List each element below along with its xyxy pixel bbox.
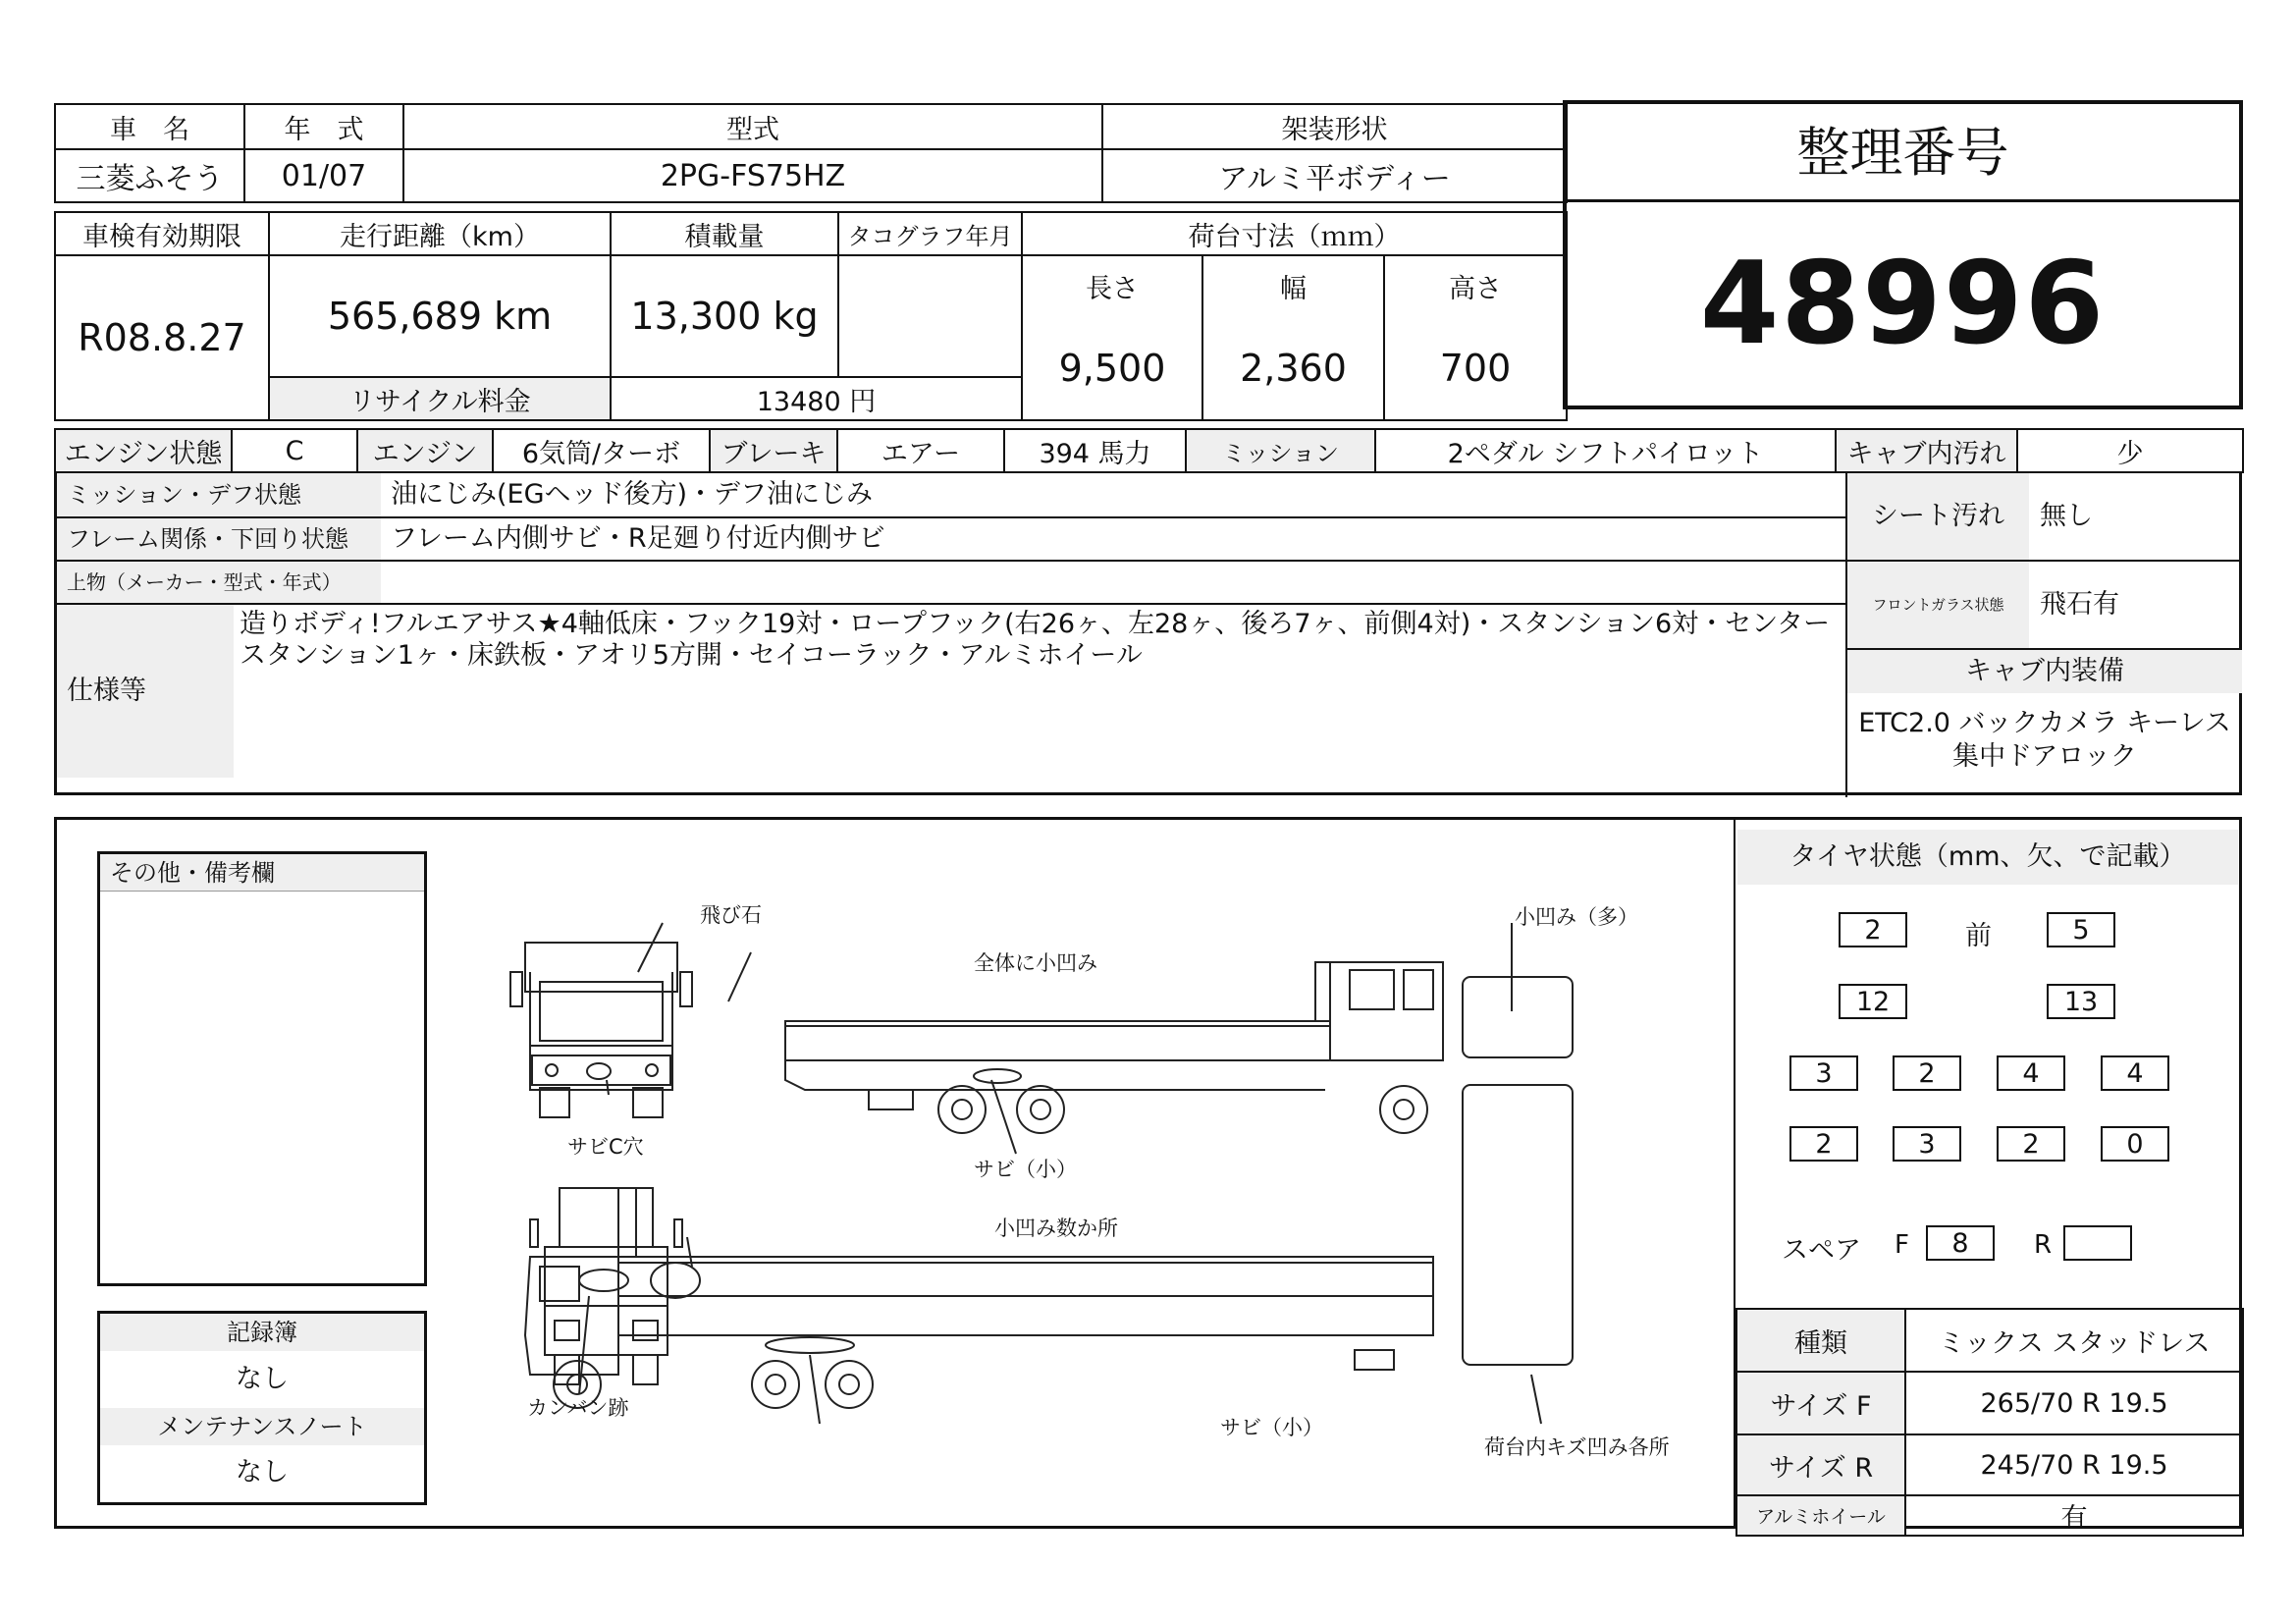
seat-dirt-value: 無し xyxy=(2040,501,2093,531)
spec-detail-box xyxy=(54,471,2242,795)
tire-size-f-label: サイズ F xyxy=(1736,1372,1905,1434)
tire-rear2-inner-right: 2 xyxy=(1997,1126,2065,1162)
alloy-wheel-value: 有 xyxy=(1905,1495,2243,1536)
cab-dirt-value: 少 xyxy=(2017,429,2243,472)
reference-number-box xyxy=(1563,100,2243,409)
bed-width-value: 2,360 xyxy=(1202,316,1384,420)
header-table xyxy=(54,103,1568,203)
tire-info-table xyxy=(1735,1308,2244,1537)
remarks-label: その他・備考欄 xyxy=(100,854,424,892)
label-rust-small-2: サビ（小） xyxy=(1220,1416,1323,1439)
cab-equipment-label: キャブ内装備 xyxy=(1847,650,2242,693)
tire-type-label: 種類 xyxy=(1736,1309,1905,1372)
upper-body-label: 上物（メーカー・型式・年式） xyxy=(57,562,381,603)
recycle-fee-value: 13480 円 xyxy=(611,377,1022,420)
mission-def-value: 油にじみ(EGヘッド後方)・デフ油にじみ xyxy=(391,479,874,510)
tire-rear1-outer-left: 3 xyxy=(1789,1055,1858,1091)
truck-front-view xyxy=(510,943,692,1117)
truck-side-view-1 xyxy=(785,962,1443,1133)
reference-number-label: 整理番号 xyxy=(1567,104,2239,202)
horsepower-value: 394 馬力 xyxy=(1004,429,1186,472)
spare-r-value xyxy=(2063,1225,2132,1261)
cab-dirt-label: キャブ内汚れ xyxy=(1836,429,2017,472)
bed-width-header: 幅 xyxy=(1202,255,1384,316)
body-type-header: 架装形状 xyxy=(1102,104,1567,149)
row-divider xyxy=(57,603,1845,605)
tire-state-label: タイヤ状態（mm、欠、で記載） xyxy=(1737,830,2238,885)
spec-row-table xyxy=(54,428,2244,473)
tire-size-r-value: 245/70 R 19.5 xyxy=(1905,1434,2243,1495)
truck-bed-top-view xyxy=(1463,977,1573,1365)
mileage-value: 565,689 km xyxy=(269,255,611,377)
tachograph-header: タコグラフ年月 xyxy=(838,212,1022,255)
spare-label: スペア xyxy=(1782,1235,1861,1266)
model-header: 型式 xyxy=(403,104,1102,149)
remarks-box xyxy=(97,851,427,1286)
truck-rear-view xyxy=(530,1188,682,1384)
front-label: 前 xyxy=(1965,921,1992,951)
label-bed-dents: 荷台内キズ凹み各所 xyxy=(1484,1435,1670,1459)
bed-size-header: 荷台寸法（ｍｍ） xyxy=(1022,212,1567,255)
year-header: 年 式 xyxy=(244,104,403,149)
bed-length-header: 長さ xyxy=(1022,255,1202,316)
spare-r-label: R xyxy=(2034,1230,2053,1260)
label-rust-hole: サビC穴 xyxy=(567,1135,644,1159)
vehicle-info-table xyxy=(54,211,1568,421)
tire-front-right: 5 xyxy=(2047,912,2115,947)
vehicle-name-value: 三菱ふそう xyxy=(55,149,244,202)
mission-def-label: ミッション・デフ状態 xyxy=(57,473,381,516)
tire-size-r-label: サイズ R xyxy=(1736,1434,1905,1495)
label-dents-all: 全体に小凹み xyxy=(974,951,1097,975)
engine-state-label: エンジン状態 xyxy=(55,429,232,472)
frame-value: フレーム内側サビ・R足廻り付近内側サビ xyxy=(391,523,885,554)
tire-rear1-inner-right: 4 xyxy=(1997,1055,2065,1091)
load-header: 積載量 xyxy=(611,212,838,255)
options-label: 仕様等 xyxy=(57,605,234,778)
tire-rear2-outer-right: 0 xyxy=(2101,1126,2169,1162)
recycle-fee-label: リサイクル料金 xyxy=(269,377,611,420)
alloy-wheel-label: アルミホイール xyxy=(1736,1495,1905,1536)
record-book-label: 記録簿 xyxy=(100,1314,424,1351)
tire-rear2-outer-left: 2 xyxy=(1789,1126,1858,1162)
maintenance-note-value: なし xyxy=(236,1457,289,1488)
tire-rear2-inner-left: 3 xyxy=(1893,1126,1961,1162)
label-sign-mark: カンバン跡 xyxy=(527,1396,629,1420)
options-value: 造りボディ!フルエアサス★4軸低床・フック19対・ロープフック(右26ヶ、左28ヶ、後ろ7ヶ、前側4対)・スタンション6対・センタースタンション1ヶ・床鉄板・アオリ5方開・セイコーラック・アルミホイール xyxy=(240,609,1831,671)
tire-size-f-value: 265/70 R 19.5 xyxy=(1905,1372,2243,1434)
maintenance-note-label: メンテナンスノート xyxy=(100,1408,424,1445)
windshield-label: フロントガラス状態 xyxy=(1847,562,2029,648)
bed-height-value: 700 xyxy=(1384,316,1567,420)
reference-number-value: 48996 xyxy=(1699,238,2107,370)
brake-label: ブレーキ xyxy=(710,429,837,472)
inspection-value: R08.8.27 xyxy=(55,255,269,420)
windshield-value: 飛石有 xyxy=(2040,589,2119,620)
seat-dirt-label: シート汚れ xyxy=(1847,473,2029,560)
tire-type-value: ミックス スタッドレス xyxy=(1905,1309,2243,1372)
mission-value: 2ペダル シフトパイロット xyxy=(1375,429,1836,472)
cab-equipment-value: ETC2.0 バックカメラ キーレス 集中ドアロック xyxy=(1858,708,2231,772)
tachograph-value xyxy=(838,255,1022,377)
load-value: 13,300 kg xyxy=(611,255,838,377)
mission-label: ミッション xyxy=(1186,429,1375,472)
records-box xyxy=(97,1311,427,1505)
label-rust-small-1: サビ（小） xyxy=(974,1158,1077,1181)
brake-value: エアー xyxy=(837,429,1004,472)
engine-state-value: C xyxy=(232,429,357,472)
upper-body-value xyxy=(381,562,1843,603)
body-type-value: アルミ平ボディー xyxy=(1102,149,1567,202)
spare-f-label: F xyxy=(1895,1230,1909,1260)
label-dents-many: 小凹み（多） xyxy=(1515,905,1638,929)
tire-front-left: 2 xyxy=(1839,912,1907,947)
spare-f-value: 8 xyxy=(1926,1225,1995,1261)
tire-second-right: 13 xyxy=(2047,984,2115,1019)
vehicle-name-header: 車 名 xyxy=(55,104,244,149)
engine-value: 6気筒/ターボ xyxy=(493,429,710,472)
label-stone-chip: 飛び石 xyxy=(700,903,762,927)
bed-height-header: 高さ xyxy=(1384,255,1567,316)
mileage-header: 走行距離（km） xyxy=(269,212,611,255)
truck-side-view-2 xyxy=(525,1188,1433,1414)
model-value: 2PG-FS75HZ xyxy=(403,149,1102,202)
frame-label: フレーム関係・下回り状態 xyxy=(57,518,381,560)
record-book-value: なし xyxy=(236,1364,289,1394)
tire-rear1-inner-left: 2 xyxy=(1893,1055,1961,1091)
inspection-header: 車検有効期限 xyxy=(55,212,269,255)
bed-length-value: 9,500 xyxy=(1022,316,1202,420)
year-value: 01/07 xyxy=(244,149,403,202)
label-dents-several: 小凹み数か所 xyxy=(994,1217,1118,1240)
tire-rear1-outer-right: 4 xyxy=(2101,1055,2169,1091)
engine-label: エンジン xyxy=(357,429,493,472)
tire-second-left: 12 xyxy=(1839,984,1907,1019)
